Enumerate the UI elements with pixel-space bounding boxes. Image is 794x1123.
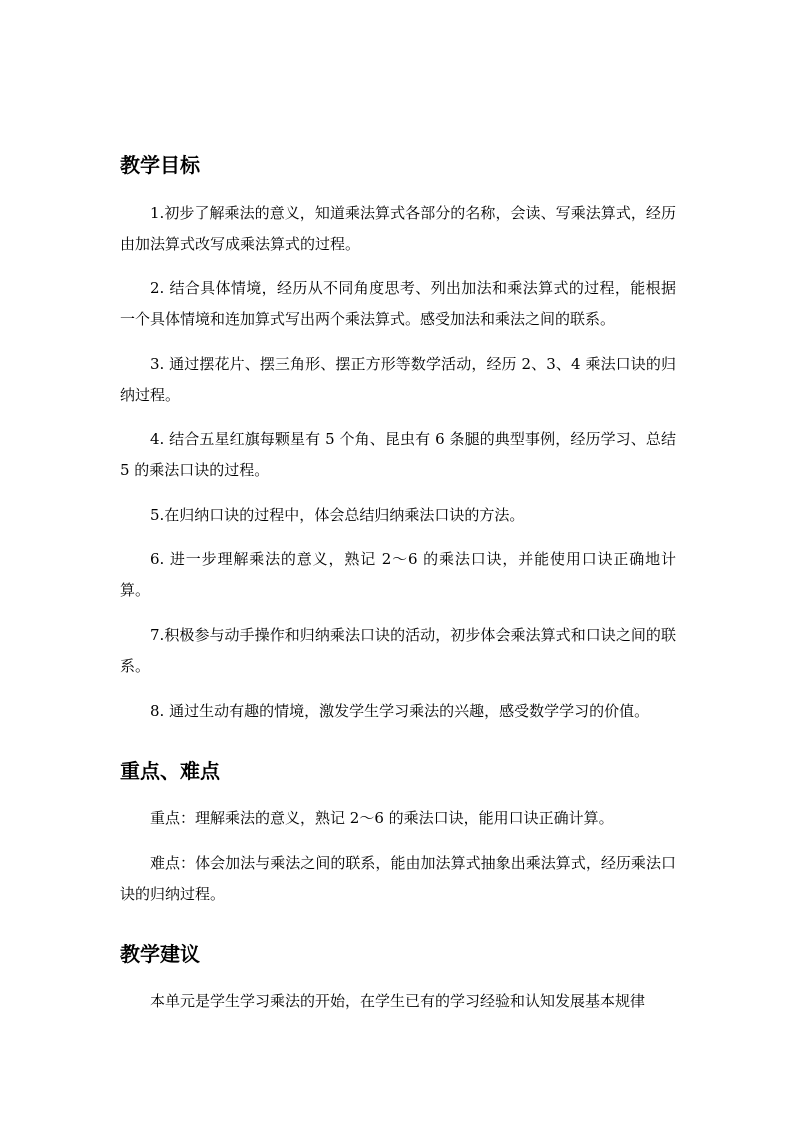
suggestion-paragraph: 本单元是学生学习乘法的开始，在学生已有的学习经验和认知发展基本规律	[150, 992, 646, 1010]
objective-2: 2. 结合具体情境，经历从不同角度思考、列出加法和乘法算式的过程，能根据一个具体情境和连加算式写出两个乘法算式。感受加法和乘法之间的联系。	[120, 279, 676, 328]
heading-key-difficult-points: 重点、难点	[120, 759, 220, 783]
heading-teaching-suggestions: 教学建议	[120, 942, 200, 966]
objective-1: 1.初步了解乘法的意义，知道乘法算式各部分的名称，会读、写乘法算式，经历由加法算式改写成乘法算式的过程。	[120, 204, 676, 253]
objective-8: 8. 通过生动有趣的情境，激发学生学习乘法的兴趣，感受数学学习的价值。	[150, 702, 650, 720]
objective-3: 3. 通过摆花片、摆三角形、摆正方形等数学活动，经历 2、3、4 乘法口诀的归纳过程。	[120, 355, 676, 404]
objective-7: 7.积极参与动手操作和归纳乘法口诀的活动，初步体会乘法算式和口诀之间的联系。	[120, 626, 676, 675]
objective-4: 4. 结合五星红旗每颗星有 5 个角、昆虫有 6 条腿的典型事例，经历学习、总结 5 的乘法口诀的过程。	[120, 430, 676, 479]
key-point: 重点：理解乘法的意义，熟记 2～6 的乘法口诀，能用口诀正确计算。	[150, 809, 614, 827]
difficult-point: 难点：体会加法与乘法之间的联系，能由加法算式抽象出乘法算式，经历乘法口诀的归纳过程。	[120, 854, 676, 903]
objective-5: 5.在归纳口诀的过程中，体会总结归纳乘法口诀的方法。	[150, 506, 525, 524]
heading-teaching-objectives: 教学目标	[120, 153, 200, 177]
objective-6: 6. 进一步理解乘法的意义，熟记 2～6 的乘法口诀，并能使用口诀正确地计算。	[120, 550, 676, 599]
